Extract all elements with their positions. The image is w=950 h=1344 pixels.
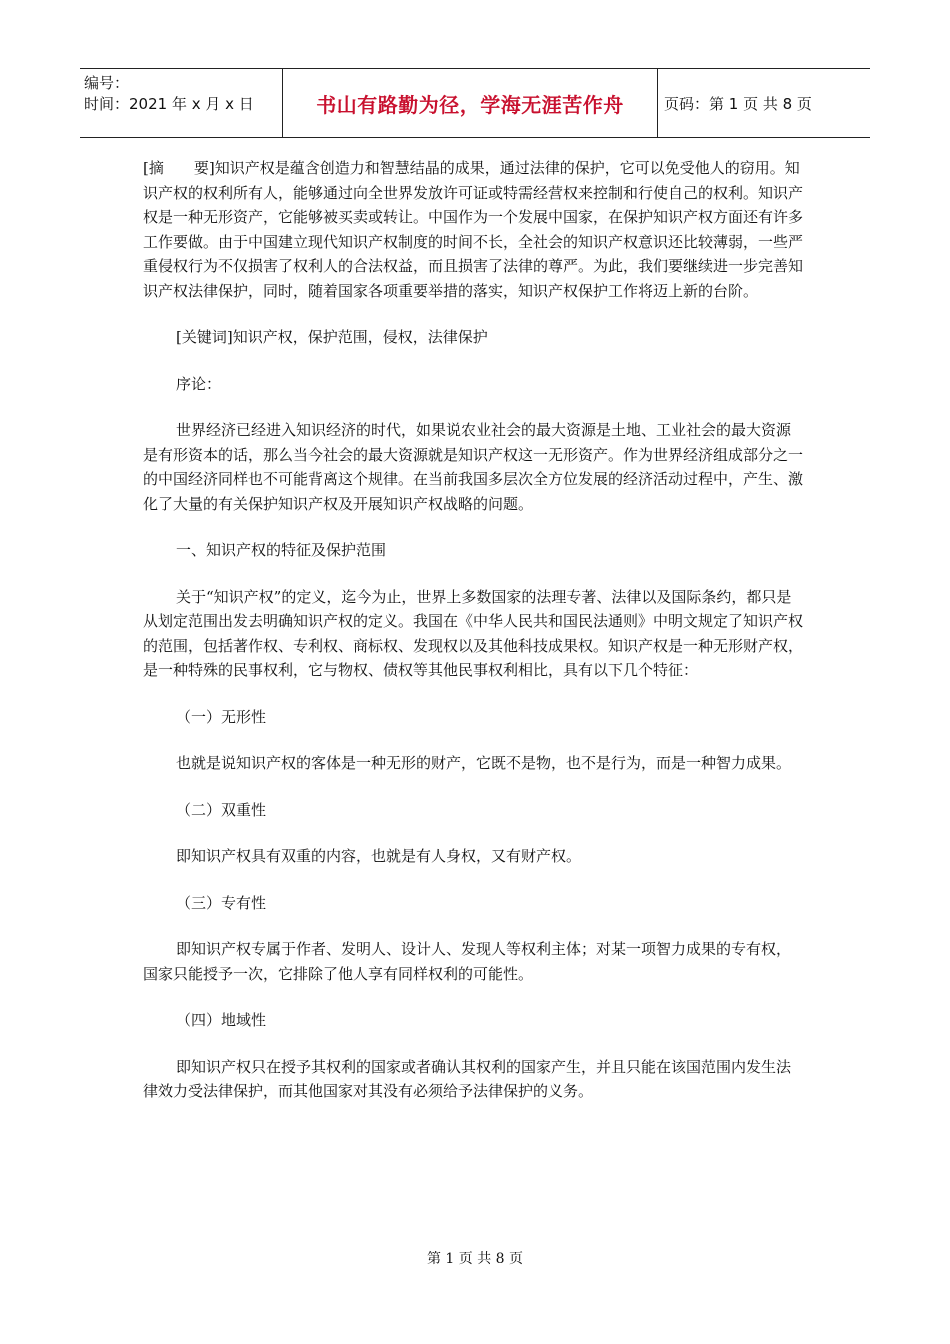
preface-paragraph: 世界经济已经进入知识经济的时代，如果说农业社会的最大资源是土地、工业社会的最大资源是有形资本的话，那么当今社会的最大资源就是知识产权这一无形资产。作为世界经济组成部分之一的中国经济同样也不可能背离这个规律。在当前我国多层次全方位发展的经济活动过程中，产生、激化了大量的有关保护知识产权及开展知识产权战略的问题。 bbox=[143, 421, 804, 513]
subsection-3-heading: （三）专有性 bbox=[176, 893, 267, 912]
keywords-paragraph: [关键词]知识产权，保护范围，侵权，法律保护 bbox=[176, 328, 488, 346]
subsection-2-text: 即知识产权具有双重的内容，也就是有人身权，又有财产权。 bbox=[176, 847, 582, 865]
abstract-paragraph: [摘 要]知识产权是蕴含创造力和智慧结晶的成果，通过法律的保护，它可以免受他人的窃用。知识产权的权利所有人，能够通过向全世界发放许可证或特需经营权来控制和行使自己的权利。知识产权是一种无形资产，它能够被买卖或转让。中国作为一个发展中国家，在保护知识产权方面还有许多工作要做。由于中国建立现代知识产权制度的时间不长，全社会的知识产权意识还比较薄弱，一些严重侵权行为不仅损害了权利人的合法权益，而且损害了法律的尊严。为此，我们要继续进一步完善知识产权法律保护，同时，随着国家各项重要举措的落实，知识产权保护工作将迈上新的台阶。 bbox=[143, 159, 804, 300]
subsection-2-heading: （二）双重性 bbox=[176, 800, 267, 819]
header-page-number: 页码：第 1 页 共 8 页 bbox=[664, 94, 812, 113]
subsection-4-heading: （四）地域性 bbox=[176, 1011, 267, 1029]
section-1-heading: 一、知识产权的特征及保护范围 bbox=[176, 541, 387, 559]
document-number-label: 编号： bbox=[84, 74, 130, 92]
subsection-1-heading: （一）无形性 bbox=[176, 707, 267, 726]
document-time-label: 时间：2021 年 x 月 x 日 bbox=[84, 95, 254, 113]
header-meta bbox=[80, 69, 283, 137]
page-footer: 第 1 页 共 8 页 bbox=[426, 1251, 524, 1267]
subsection-3-text: 即知识产权专属于作者、发明人、设计人、发现人等权利主体；对某一项智力成果的专有权，国家只能授予一次，它排除了他人享有同样权利的可能性。 bbox=[143, 940, 792, 983]
page-header bbox=[80, 68, 870, 138]
preface-heading: 序论： bbox=[176, 374, 222, 393]
subsection-4-text: 即知识产权只在授予其权利的国家或者确认其权利的国家产生，并且只能在该国范围内发生法律效力受法律保护，而其他国家对其没有必须给予法律保护的义务。 bbox=[143, 1057, 792, 1100]
section-1-intro: 关于“知识产权”的定义，迄今为止，世界上多数国家的法理专著、法律以及国际条约，都只是从划定范围出发去明确知识产权的定义。我国在《中华人民共和国民法通则》中明文规定了知识产权的范围，包括著作权、专利权、商标权、发现权以及其他科技成果权。知识产权是一种无形财产权，是一种特殊的民事权利，它与物权、债权等其他民事权利相比，具有以下几个特征： bbox=[143, 587, 804, 679]
document-body bbox=[143, 156, 803, 1126]
header-motto: 书山有路勤为径，学海无涯苦作舟 bbox=[283, 69, 658, 137]
subsection-1-text: 也就是说知识产权的客体是一种无形的财产，它既不是物，也不是行为，而是一种智力成果。 bbox=[176, 754, 792, 772]
